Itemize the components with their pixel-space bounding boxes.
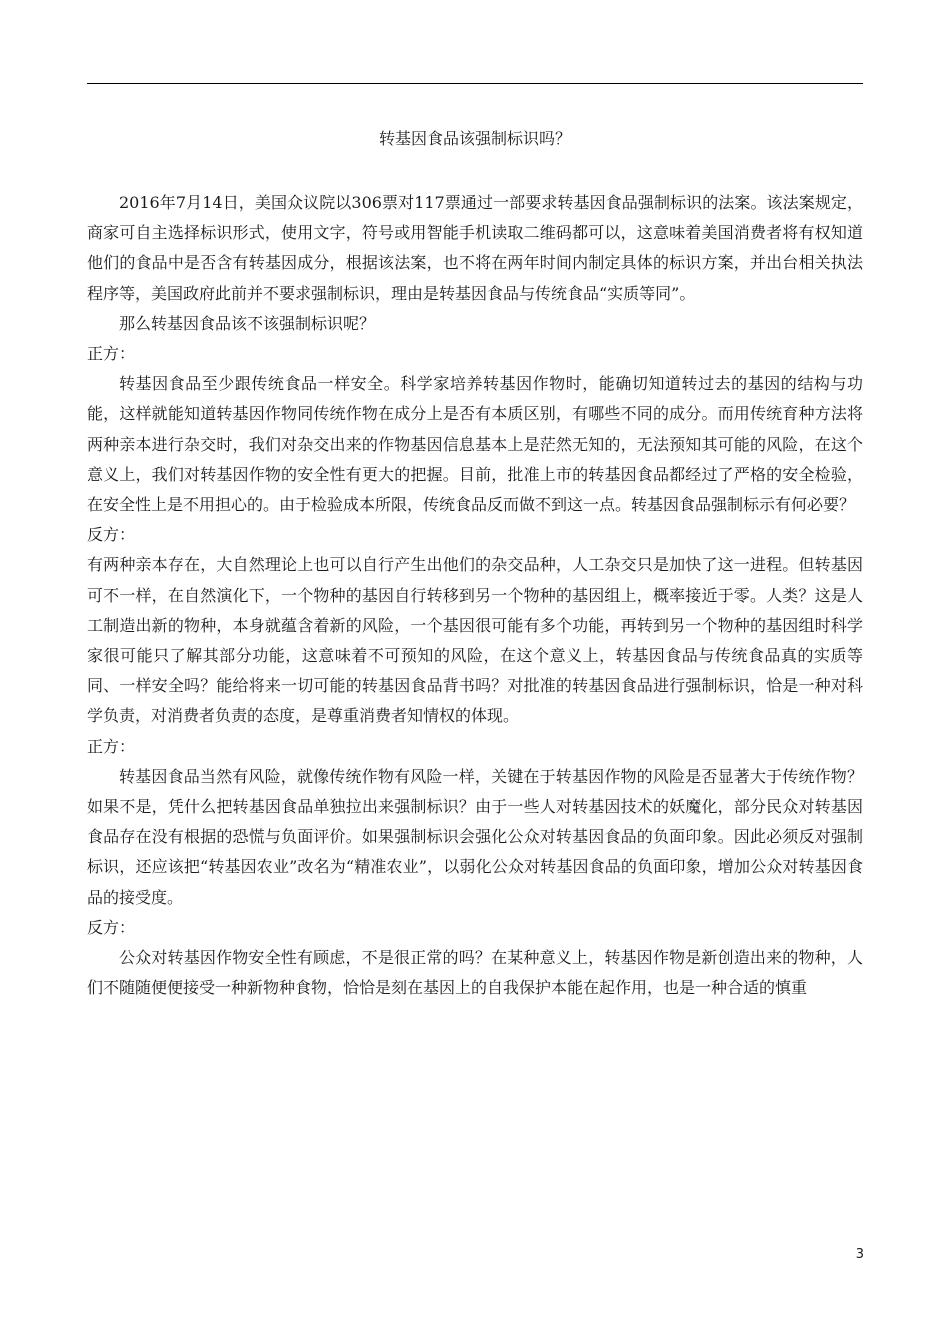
speaker-label-con: 反方： [87,525,136,545]
paragraph-con-2: 公众对转基因作物安全性有顾虑，不是很正常的吗？在某种意义上，转基因作物是新创造出来的物种，人们不随随便便接受一种新物种食物，恰恰是刻在基因上的自我保护本能在起作用，也是一种合适的慎重 [87,948,863,998]
paragraph-con-1: 有两种亲本存在，大自然理论上也可以自行产生出他们的杂交品种，人工杂交只是加快了这一进程。但转基因可不一样，在自然演化下，一个物种的基因自行转移到另一个物种的基因组上，概率接近于零。人类？这是人工制造出新的物种，本身就蕴含着新的风险，一个基因很可能有多个功能，再转到另一个物种的基因组时科学家很可能只了解其部分功能，这意味着不可预知的风险，在这个意义上，转基因食品与传统食品真的实质等同、一样安全吗？能给将来一切可能的转基因食品背书吗？对批准的转基因食品进行强制标识，恰是一种对科学负责，对消费者负责的态度，是尊重消费者知情权的体现。 [87,555,863,726]
paragraph-intro: 2016年7月14日，美国众议院以306票对117票通过一部要求转基因食品强制标识的法案。该法案规定，商家可自主选择标识形式，使用文字，符号或用智能手机读取二维码都可以，这意味着美国消费者将有权知道他们的食品中是否含有转基因成分，根据该法案，也不将在两年时间内制定具体的标识方案，并出台相关执法程序等，美国政府此前并不要求强制标识，理由是转基因食品与传统食品“实质等同”。 [87,193,863,303]
paragraph-question: 那么转基因食品该不该强制标识呢？ [119,313,376,333]
speaker-label-pro: 正方： [87,344,136,364]
document-body [87,188,863,1003]
speaker-label-con: 反方： [87,917,136,937]
document-title: 转基因食品该强制标识吗？ [378,129,571,148]
header-rule [87,83,863,84]
paragraph-pro-2: 转基因食品当然有风险，就像传统作物有风险一样，关键在于转基因作物的风险是否显著大于传统作物？如果不是，凭什么把转基因食品单独拉出来强制标识？由于一些人对转基因技术的妖魔化，部分民众对转基因食品存在没有根据的恐慌与负面评价。如果强制标识会强化公众对转基因食品的负面印象。因此必须反对强制标识，还应该把“转基因农业”改名为“精准农业”，以弱化公众对转基因食品的负面印象，增加公众对转基因食品的接受度。 [87,766,863,907]
speaker-label-pro: 正方： [87,736,136,756]
page-number: 3 [855,1247,864,1262]
paragraph-pro-1: 转基因食品至少跟传统食品一样安全。科学家培养转基因作物时，能确切知道转过去的基因的结构与功能，这样就能知道转基因作物同传统作物在成分上是否有本质区别，有哪些不同的成分。而用传统育种方法将两种亲本进行杂交时，我们对杂交出来的作物基因信息基本上是茫然无知的，无法预知其可能的风险，在这个意义上，我们对转基因作物的安全性有更大的把握。目前，批准上市的转基因食品都经过了严格的安全检验，在安全性上是不用担心的。由于检验成本所限，传统食品反而做不到这一点。转基因食品强制标示有何必要？ [87,374,863,515]
